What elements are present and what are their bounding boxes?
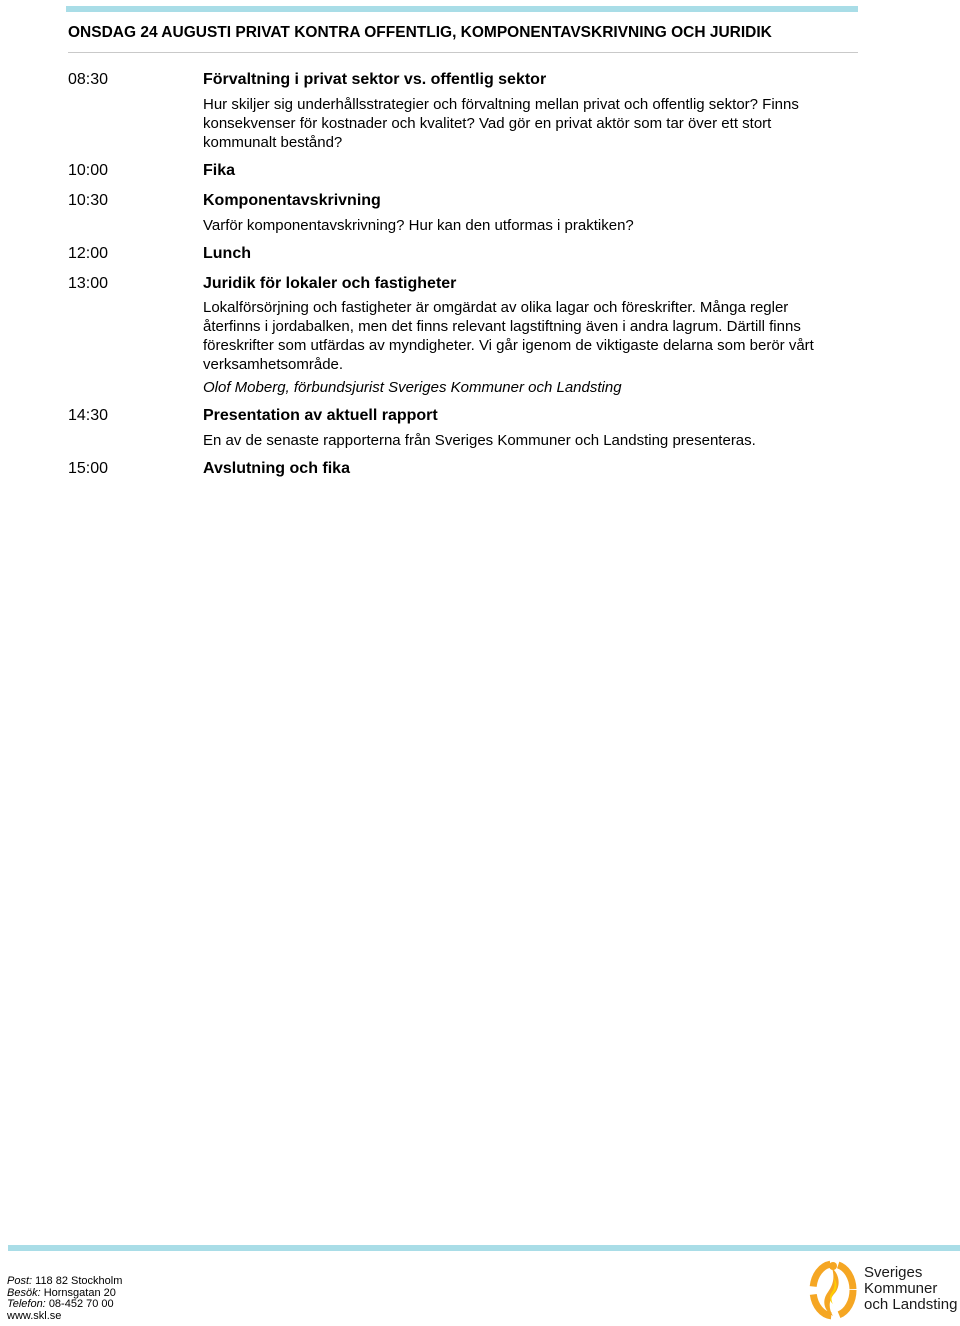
session-title: Juridik för lokaler och fastigheter xyxy=(203,275,457,292)
time-1200: 12:00 xyxy=(68,245,109,262)
session-description xyxy=(203,95,843,152)
time-1430: 14:30 xyxy=(68,407,109,424)
session-title: Presentation av aktuell rapport xyxy=(203,407,438,424)
time-1000: 10:00 xyxy=(68,162,109,179)
time-0830: 08:30 xyxy=(68,71,109,88)
time-1300: 13:00 xyxy=(68,275,109,292)
session-title: Lunch xyxy=(203,245,251,262)
description-text: En av de senaste rapporterna från Sveriges Kommuner och Landsting presenteras. xyxy=(203,432,756,449)
session-description xyxy=(203,216,843,235)
session-description xyxy=(203,431,863,450)
contact-footer xyxy=(7,1276,122,1322)
footer-website-link[interactable]: www.skl.se xyxy=(7,1309,62,1322)
logo-wordmark: Sveriges Kommuner och Landsting xyxy=(864,1264,958,1313)
skl-logo xyxy=(806,1256,960,1322)
page-title: ONSDAG 24 AUGUSTI PRIVAT KONTRA OFFENTLIG, KOMPONENTAVSKRIVNING OCH JURIDIK xyxy=(68,24,772,41)
description-text: Lokalförsörjning och fastigheter är omgärdat av olika lagar och föreskrifter. Många regler återfinns i jordabalken, men det finns relevant lagstiftning även i andra lagrum. Därtill finns föreskrifter som utfärdas av myndigheter. Vi går igenom de viktigaste delarna som berör vårt verksamhetsområde. xyxy=(203,299,814,373)
skl-flame-logo-icon xyxy=(806,1256,862,1322)
session-description xyxy=(203,298,843,397)
footer-post: Post: 118 82 Stockholm xyxy=(7,1275,123,1287)
session-title: Förvaltning i privat sektor vs. offentlig sektor xyxy=(203,71,547,88)
session-title: Komponentavskrivning xyxy=(203,192,381,209)
footer-phone: Telefon: 08-452 70 00 xyxy=(7,1298,114,1310)
time-1030: 10:30 xyxy=(68,192,109,209)
footer-visit: Besök: Hornsgatan 20 xyxy=(7,1286,116,1299)
session-title: Fika xyxy=(203,162,236,179)
speaker-credit: Olof Moberg, förbundsjurist Sveriges Kommuner och Landsting xyxy=(203,379,622,396)
bottom-accent-rule xyxy=(8,1245,960,1251)
description-text: Hur skiljer sig underhållsstrategier och förvaltning mellan privat och offentlig sektor? Finns konsekvenser för kostnader och kvalitet? Vad gör en privat aktör som tar över ett stort kommunalt bestånd? xyxy=(203,96,799,151)
description-text: Varför komponentavskrivning? Hur kan den utformas i praktiken? xyxy=(203,217,634,234)
session-title: Avslutning och fika xyxy=(203,460,350,477)
title-divider xyxy=(68,52,858,53)
top-accent-rule xyxy=(66,6,858,12)
time-1500: 15:00 xyxy=(68,460,109,477)
